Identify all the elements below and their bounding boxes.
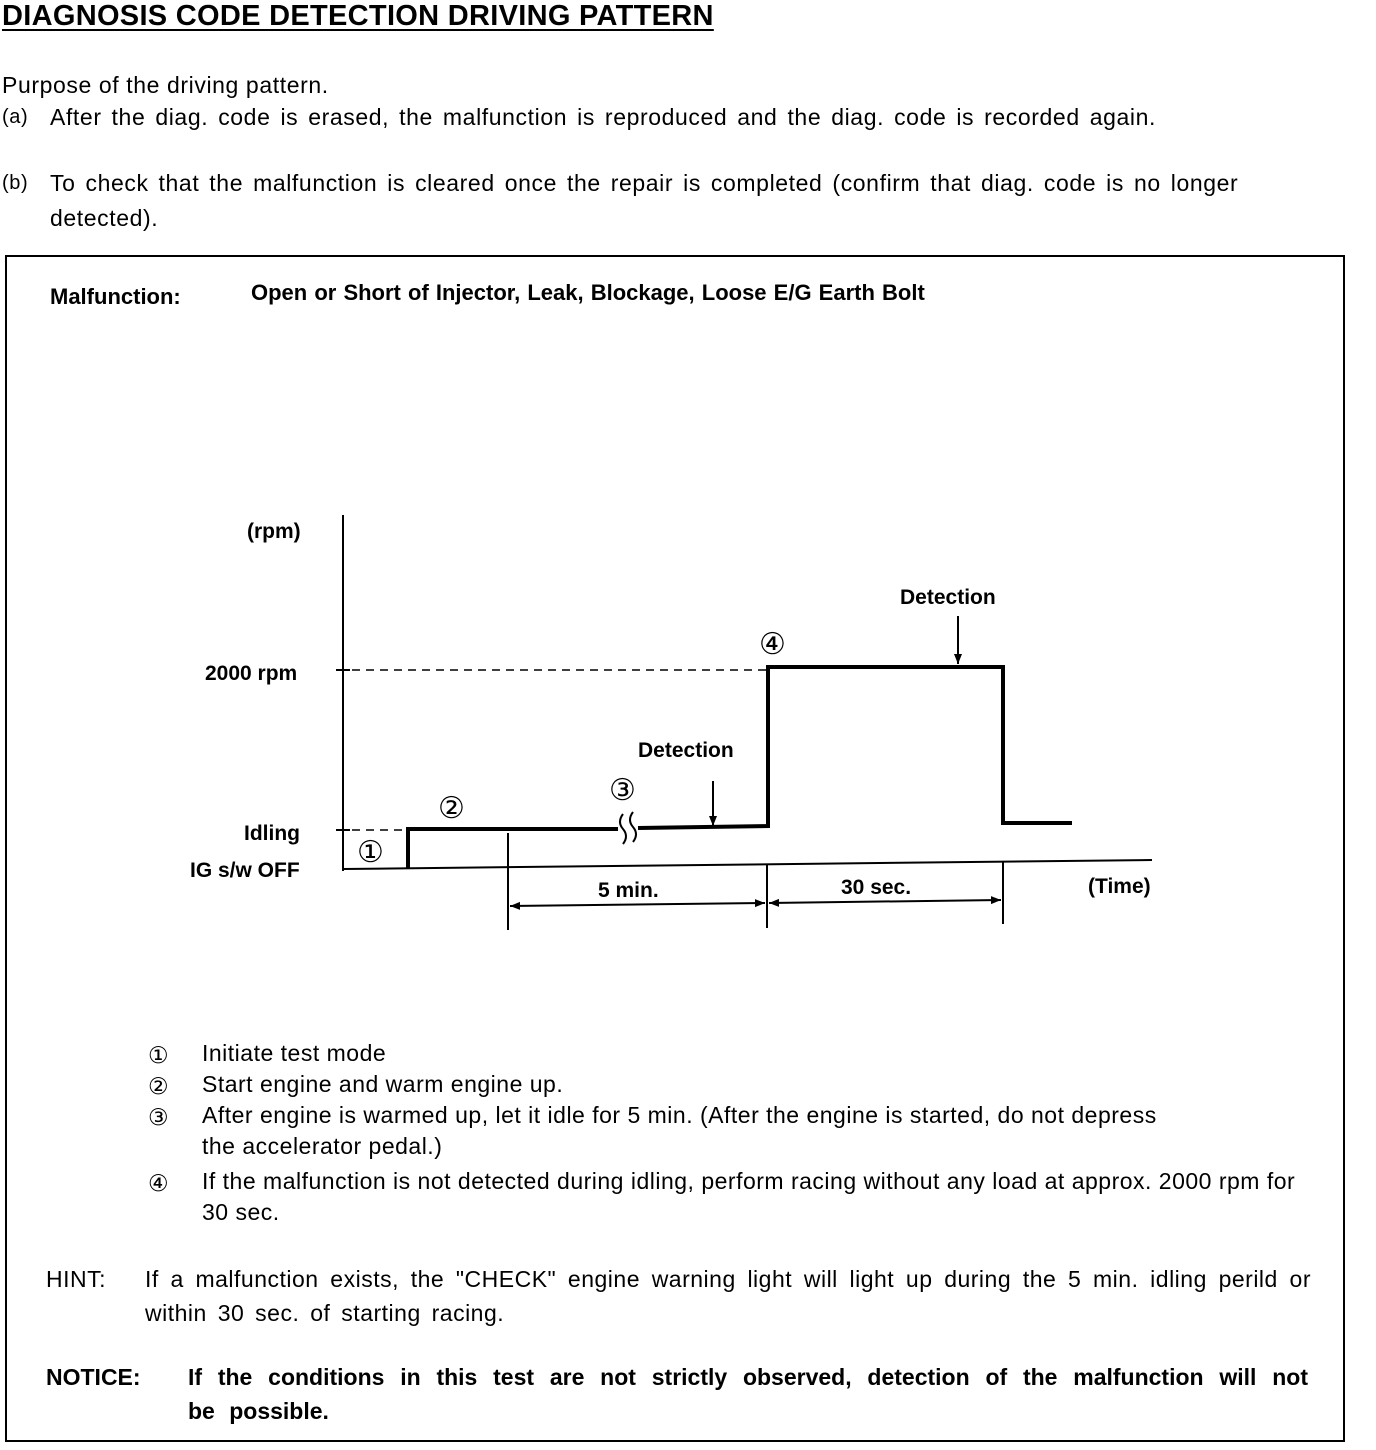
hint-label: HINT: [46, 1266, 106, 1292]
step-item [148, 1100, 1298, 1162]
purpose-item-marker: (b) [2, 172, 29, 194]
x-axis [343, 860, 1152, 869]
notice-block [46, 1360, 1308, 1428]
purpose-item-marker: (a) [2, 106, 29, 128]
detection-label-2: Detection [900, 586, 996, 609]
step-number: ② [148, 1073, 170, 1099]
step-number: ④ [148, 1170, 170, 1196]
purpose-item-text: To check that the malfunction is cleared once the repair is completed (confirm that diag. code is no longer detected). [50, 170, 1239, 231]
purpose-item-text: After the diag. code is erased, the malfunction is reproduced and the diag. code is recorded again. [50, 104, 1156, 130]
detection-label-1: Detection [638, 739, 734, 762]
y-unit-label: (rpm) [247, 520, 301, 543]
purpose-heading: Purpose of the driving pattern. [2, 72, 329, 98]
step-item [148, 1069, 1298, 1100]
notice-label: NOTICE: [46, 1364, 141, 1390]
hint-text: If a malfunction exists, the "CHECK" engine warning light will light up during the 5 min. idling perild or within 30 sec. of starting racing. [145, 1266, 1311, 1326]
rpm-trace-idle-a [408, 829, 618, 868]
notice-text: If the conditions in this test are not strictly observed, detection of the malfunction will not be possible. [188, 1364, 1308, 1424]
label-idling: Idling [244, 822, 300, 845]
break-mark [620, 814, 626, 844]
hint-block [46, 1262, 1311, 1330]
step-number: ① [148, 1042, 170, 1068]
diagram-marker-1: ① [357, 836, 384, 869]
duration-arrow-30sec [769, 900, 1001, 903]
step-item [148, 1038, 1298, 1069]
diagram-marker-4: ④ [759, 628, 786, 661]
diagram-marker-2: ② [438, 792, 465, 825]
x-unit-label: (Time) [1088, 875, 1151, 898]
malfunction-text: Open or Short of Injector, Leak, Blockage, Loose E/G Earth Bolt [251, 280, 925, 305]
duration-arrow-5min [510, 903, 765, 906]
label-ig-off: IG s/w OFF [190, 859, 300, 882]
step-text: After engine is warmed up, let it idle for 5 min. (After the engine is started, do not depress the accelerator pedal.) [202, 1102, 1157, 1159]
malfunction-label: Malfunction: [50, 284, 181, 309]
label-2000-rpm: 2000 rpm [205, 662, 298, 685]
step-text: If the malfunction is not detected during idling, perform racing without any load at approx. 2000 rpm for 30 sec. [202, 1168, 1296, 1225]
duration-label-30sec: 30 sec. [841, 876, 912, 899]
break-mark [630, 812, 636, 842]
step-item [148, 1166, 1298, 1228]
diagram-marker-3: ③ [609, 774, 636, 807]
step-text: Initiate test mode [202, 1040, 387, 1066]
step-number: ③ [148, 1104, 170, 1130]
duration-label-5min: 5 min. [598, 879, 659, 902]
page-title: DIAGNOSIS CODE DETECTION DRIVING PATTERN [2, 0, 714, 32]
step-text: Start engine and warm engine up. [202, 1071, 564, 1097]
